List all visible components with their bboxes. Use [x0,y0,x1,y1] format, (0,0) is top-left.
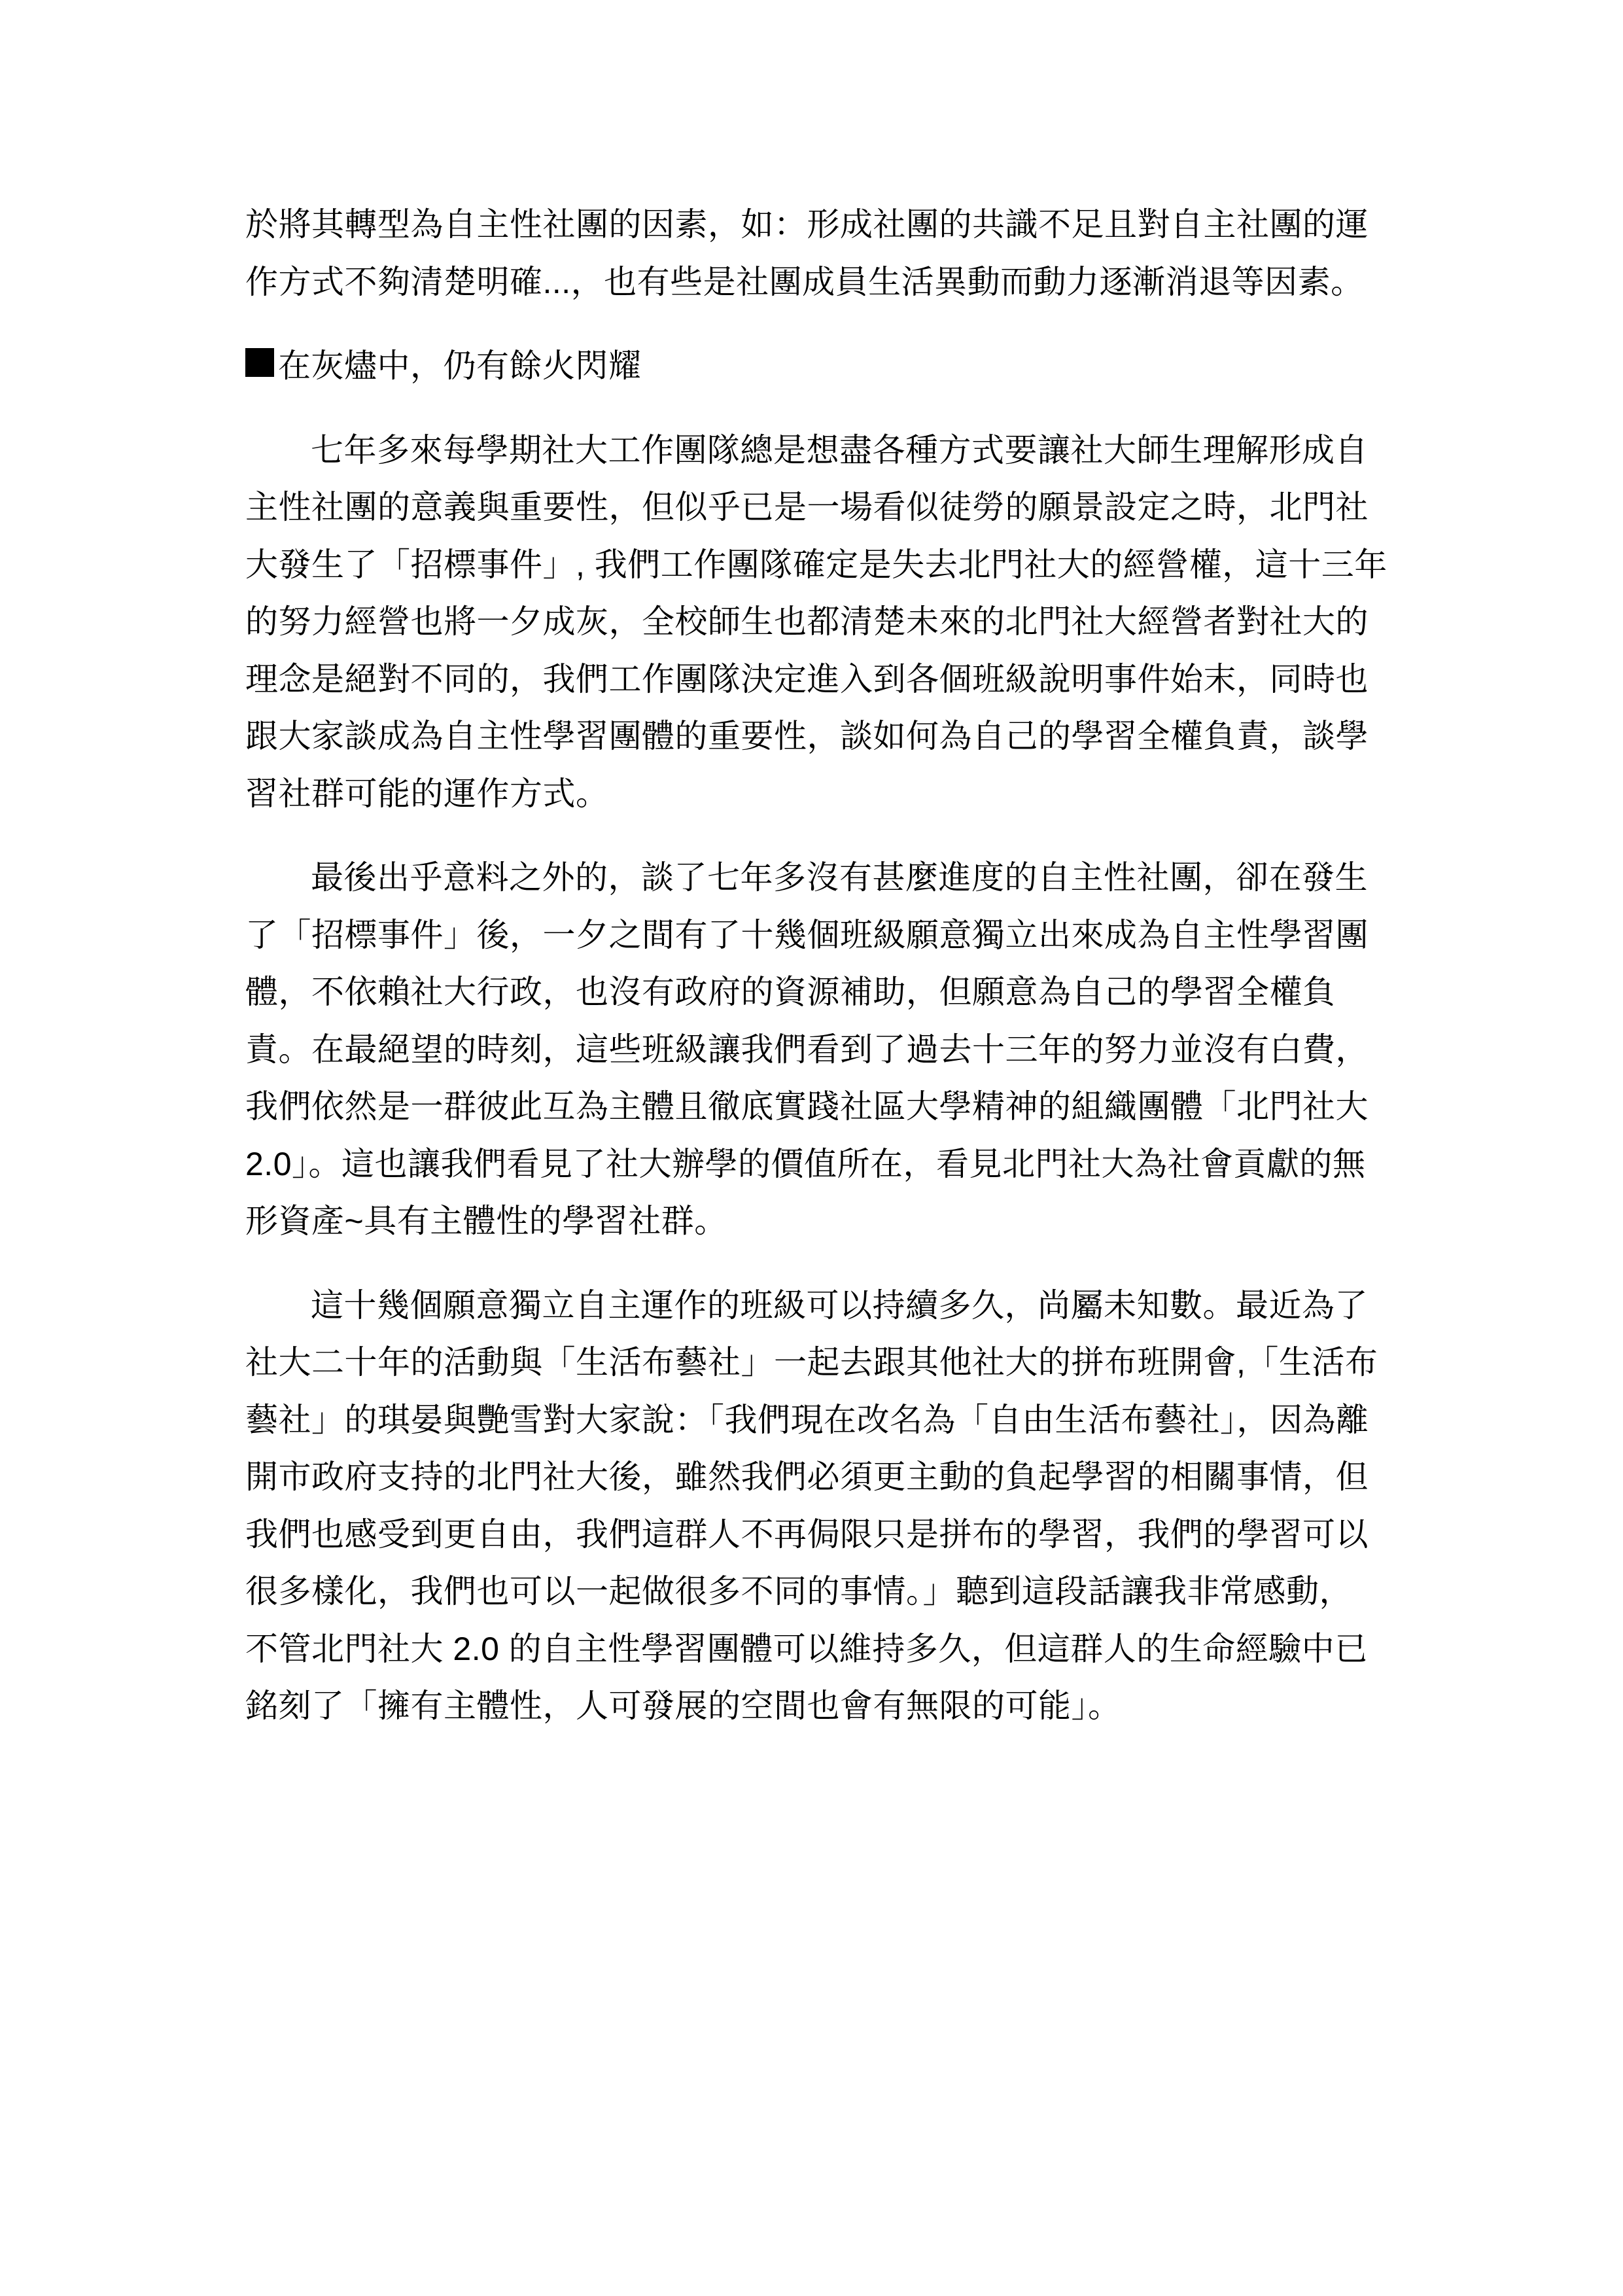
heading-square-bullet-icon [245,348,274,377]
text-line: 七年多來每學期社大工作團隊總是想盡各種方式要讓社大師生理解形成自 [311,431,1368,468]
text-line: 的努力經營也將一夕成灰，全校師生也都清楚未來的北門社大經營者對社大的 [245,603,1369,640]
text-line: 藝社」的琪晏與艷雪對大家說：「我們現在改名為「自由生活布藝社」，因為離 [245,1401,1369,1438]
text-line: 不管北門社大 2.0 的自主性學習團體可以維持多久，但這群人的生命經驗中已 [245,1630,1368,1667]
text-line: 責。在最絕望的時刻，這些班級讓我們看到了過去十三年的努力並沒有白費， [245,1031,1369,1068]
text-line: 這十幾個願意獨立自主運作的班級可以持續多久，尚屬未知數。最近為了 [311,1286,1368,1324]
text-line: 很多樣化，我們也可以一起做很多不同的事情。」聽到這段話讓我非常感動， [245,1573,1352,1610]
text-line: 最後出乎意料之外的，談了七年多沒有甚麼進度的自主性社團，卻在發生 [311,859,1368,896]
text-line: 了「招標事件」後，一夕之間有了十幾個班級願意獨立出來成為自主性學習團 [245,916,1369,953]
text-line: 我們依然是一群彼此互為主體且徹底實踐社區大學精神的組織團體「北門社大 [245,1088,1369,1125]
paragraph [245,1277,1397,1735]
text-line: 我們也感受到更自由，我們這群人不再侷限只是拼布的學習，我們的學習可以 [245,1515,1369,1553]
text-line: 理念是絕對不同的，我們工作團隊決定進入到各個班級說明事件始末，同時也 [245,660,1369,698]
text-line: 開市政府支持的北門社大後，雖然我們必須更主動的負起學習的相關事情，但 [245,1458,1369,1495]
text-line: 銘刻了「擁有主體性，人可發展的空間也會有無限的可能」。 [245,1687,1121,1724]
text-line: 作方式不夠清楚明確...，也有些是社團成員生活異動而動力逐漸消退等因素。 [245,263,1364,300]
heading-line [245,338,1397,395]
text-line: 跟大家談成為自主性學習團體的重要性，談如何為自己的學習全權負責，談學 [245,718,1369,754]
text-line: 大發生了「招標事件」, 我們工作團隊確定是失去北門社大的經營權，這十三年 [245,546,1387,583]
paragraph [245,422,1397,823]
text-line: 形資產~具有主體性的學習社群。 [245,1203,727,1239]
paragraph [245,196,1397,311]
text-line: 社大二十年的活動與「生活布藝社」一起去跟其他社大的拼布班開會,「生活布 [245,1344,1378,1381]
paragraph [245,849,1397,1250]
document-body [245,196,1397,1735]
section-heading [245,338,1397,395]
text-line: 2.0」。這也讓我們看見了社大辦學的價值所在，看見北門社大為社會貢獻的無 [245,1145,1366,1182]
text-line: 主性社團的意義與重要性，但似乎已是一場看似徒勞的願景設定之時，北門社 [245,489,1369,525]
text-line: 於將其轉型為自主性社團的因素，如：形成社團的共識不足且對自主社團的運 [245,206,1369,243]
heading-text: 在灰燼中，仍有餘火閃耀 [278,347,642,384]
text-line: 習社群可能的運作方式。 [245,775,609,812]
text-line: 體，不依賴社大行政，也沒有政府的資源補助，但願意為自己的學習全權負 [245,974,1336,1010]
